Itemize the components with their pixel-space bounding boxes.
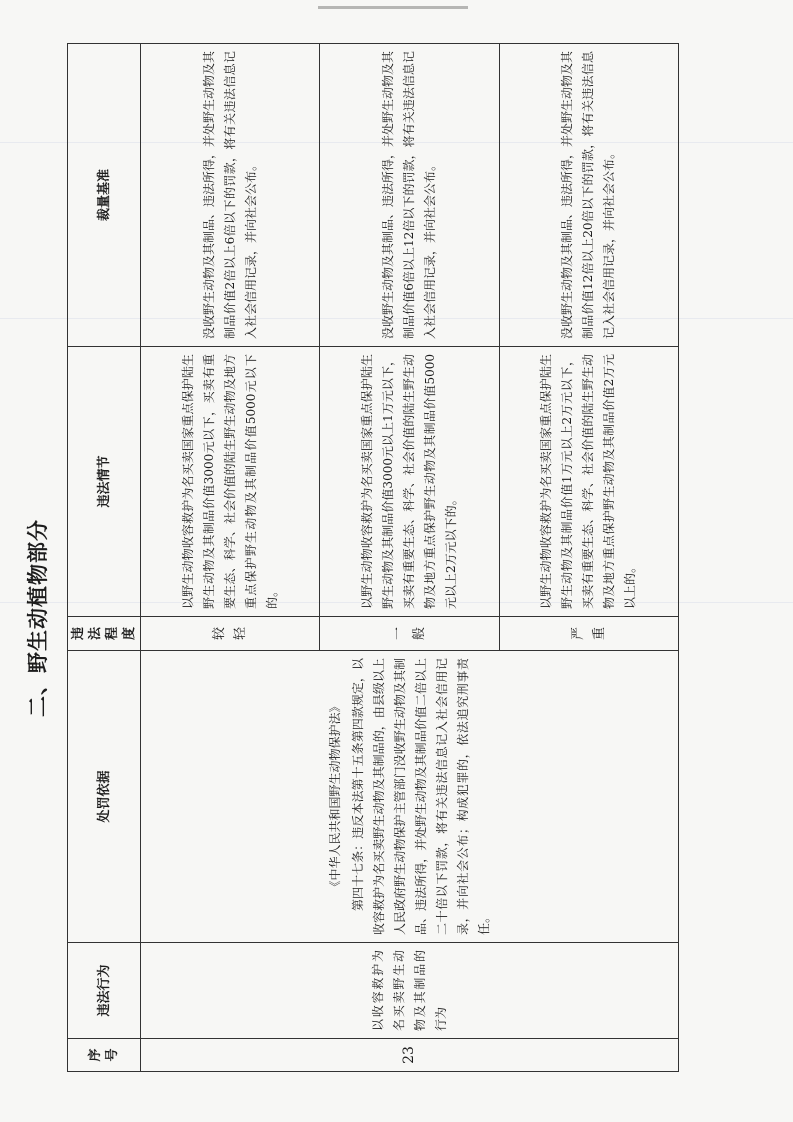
page-title: 二、野生动植物部分 <box>26 519 50 717</box>
standard-light: 没收野生动物及其制品、违法所得，并处野生动物及其制品价值2倍以上6倍以下的罚款，将有关违法信息记入社会信用记录，并向社会公布。 <box>141 44 320 347</box>
header-basis: 处罚依据 <box>68 651 141 943</box>
circumstance-severe: 以野生动物收容救护为名买卖国家重点保护陆生野生动物及其制品价值1万元以上2万元以下，买卖有重要生态、科学、社会价值的陆生野生动物及地方重点保护野生动物及其制品价值2万元以上的。 <box>499 347 678 617</box>
row-seq: 23 <box>141 1039 679 1072</box>
row-act: 以收容救护为名买卖野生动物及其制品的行为 <box>141 943 679 1039</box>
table-row <box>141 44 320 1072</box>
table-header-row <box>68 44 141 1072</box>
level-light: 较轻 <box>141 617 320 651</box>
level-severe: 严重 <box>499 617 678 651</box>
basis-law-title: 《中华人民共和国野生动物保护法》 <box>327 700 342 893</box>
header-level: 违法程度 <box>68 617 141 651</box>
circumstance-light: 以野生动物收容救护为名买卖国家重点保护陆生野生动物及其制品价值3000元以下，买卖有重要生态、科学、社会价值的陆生野生动物及地方重点保护野生动物及其制品价值5000元以下的。 <box>141 347 320 617</box>
penalty-discretion-table <box>67 43 679 1072</box>
standard-severe: 没收野生动物及其制品、违法所得，并处野生动物及其制品价值12倍以上20倍以下的罚款，将有关违法信息记入社会信用记录，并向社会公布。 <box>499 44 678 347</box>
header-standard: 裁量基准 <box>68 44 141 347</box>
standard-general: 没收野生动物及其制品、违法所得，并处野生动物及其制品价值6倍以上12倍以下的罚款，将有关违法信息记入社会信用记录，并向社会公布。 <box>320 44 499 347</box>
header-act: 违法行为 <box>68 943 141 1039</box>
header-circumstance: 违法情节 <box>68 347 141 617</box>
header-seq: 序号 <box>68 1039 141 1072</box>
basis-law-text: 第四十七条：违反本法第十五条第四款规定，以收容救护为名买卖野生动物及其制品的，由县级以上人民政府野生动物保护主管部门没收野生动物及其制品、违法所得，并处野生动物及其制品价值二倍以上二十倍以下罚款，将有关违法信息记入社会信用记录，并向社会公布；构成犯罪的，依法追究刑事责任。 <box>350 658 491 935</box>
circumstance-general: 以野生动物收容救护为名买卖国家重点保护陆生野生动物及其制品价值3000元以上1万元以下，买卖有重要生态、科学、社会价值的陆生野生动物及地方重点保护野生动物及其制品价值5000元以上2万元以下的。 <box>320 347 499 617</box>
level-general: 一般 <box>320 617 499 651</box>
row-basis <box>141 651 679 943</box>
